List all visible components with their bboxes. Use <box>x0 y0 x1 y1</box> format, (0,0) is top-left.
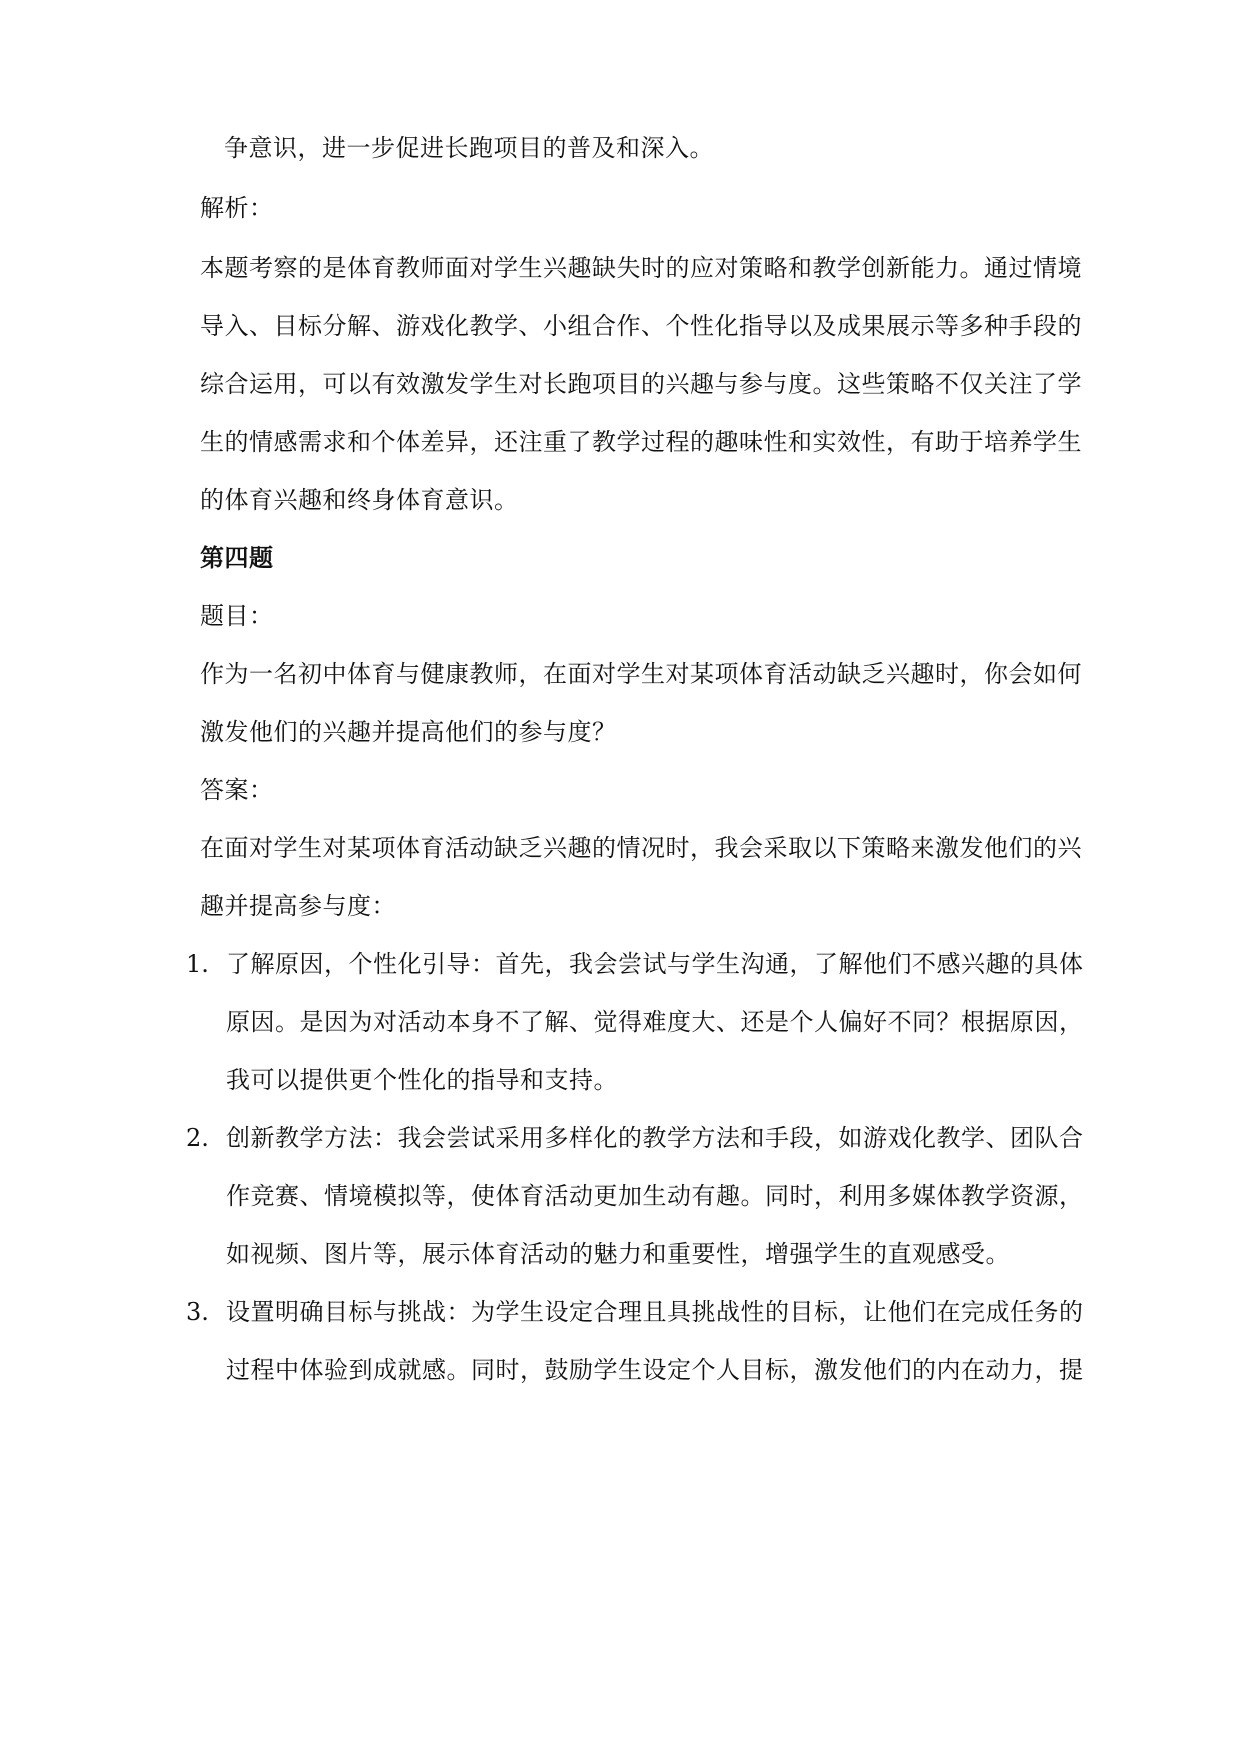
answer-intro-line: 在面对学生对某项体育活动缺乏兴趣的情况时，我会采取以下策略来激发他们的兴 <box>200 834 1082 862</box>
analysis-paragraph-line: 本题考察的是体育教师面对学生兴趣缺失时的应对策略和教学创新能力。通过情境 <box>200 254 1082 282</box>
list-item-line: 如视频、图片等，展示体育活动的魅力和重要性，增强学生的直观感受。 <box>226 1240 1010 1268</box>
list-item-number: 3. <box>186 1298 209 1326</box>
analysis-paragraph-line: 导入、目标分解、游戏化教学、小组合作、个性化指导以及成果展示等多种手段的 <box>200 312 1082 340</box>
analysis-label: 解析： <box>200 194 274 222</box>
answer-label: 答案： <box>200 776 274 804</box>
previous-answer-ending: 争意识，进一步促进长跑项目的普及和深入。 <box>224 134 714 162</box>
list-item-line: 过程中体验到成就感。同时，鼓励学生设定个人目标，激发他们的内在动力，提 <box>226 1356 1084 1384</box>
analysis-paragraph-line: 综合运用，可以有效激发学生对长跑项目的兴趣与参与度。这些策略不仅关注了学 <box>200 370 1082 398</box>
question-text-line: 激发他们的兴趣并提高他们的参与度？ <box>200 718 617 746</box>
analysis-paragraph-line: 的体育兴趣和终身体育意识。 <box>200 486 519 514</box>
list-item-number: 1. <box>186 950 209 978</box>
list-item-number: 2. <box>186 1124 209 1152</box>
list-item-line: 创新教学方法：我会尝试采用多样化的教学方法和手段，如游戏化教学、团队合 <box>226 1124 1084 1152</box>
analysis-paragraph-line: 生的情感需求和个体差异，还注重了教学过程的趣味性和实效性，有助于培养学生 <box>200 428 1082 456</box>
question-label: 题目： <box>200 602 274 630</box>
list-item-line: 作竞赛、情境模拟等，使体育活动更加生动有趣。同时，利用多媒体教学资源， <box>226 1182 1084 1210</box>
question-text-line: 作为一名初中体育与健康教师，在面对学生对某项体育活动缺乏兴趣时，你会如何 <box>200 660 1082 688</box>
question-4-heading: 第四题 <box>200 543 274 572</box>
answer-intro-line: 趣并提高参与度： <box>200 892 396 920</box>
list-item-line: 原因。是因为对活动本身不了解、觉得难度大、还是个人偏好不同？根据原因， <box>226 1008 1084 1036</box>
list-item-line: 设置明确目标与挑战：为学生设定合理且具挑战性的目标，让他们在完成任务的 <box>226 1298 1084 1326</box>
list-item-line: 了解原因，个性化引导：首先，我会尝试与学生沟通，了解他们不感兴趣的具体 <box>226 950 1084 978</box>
list-item-line: 我可以提供更个性化的指导和支持。 <box>226 1066 618 1094</box>
